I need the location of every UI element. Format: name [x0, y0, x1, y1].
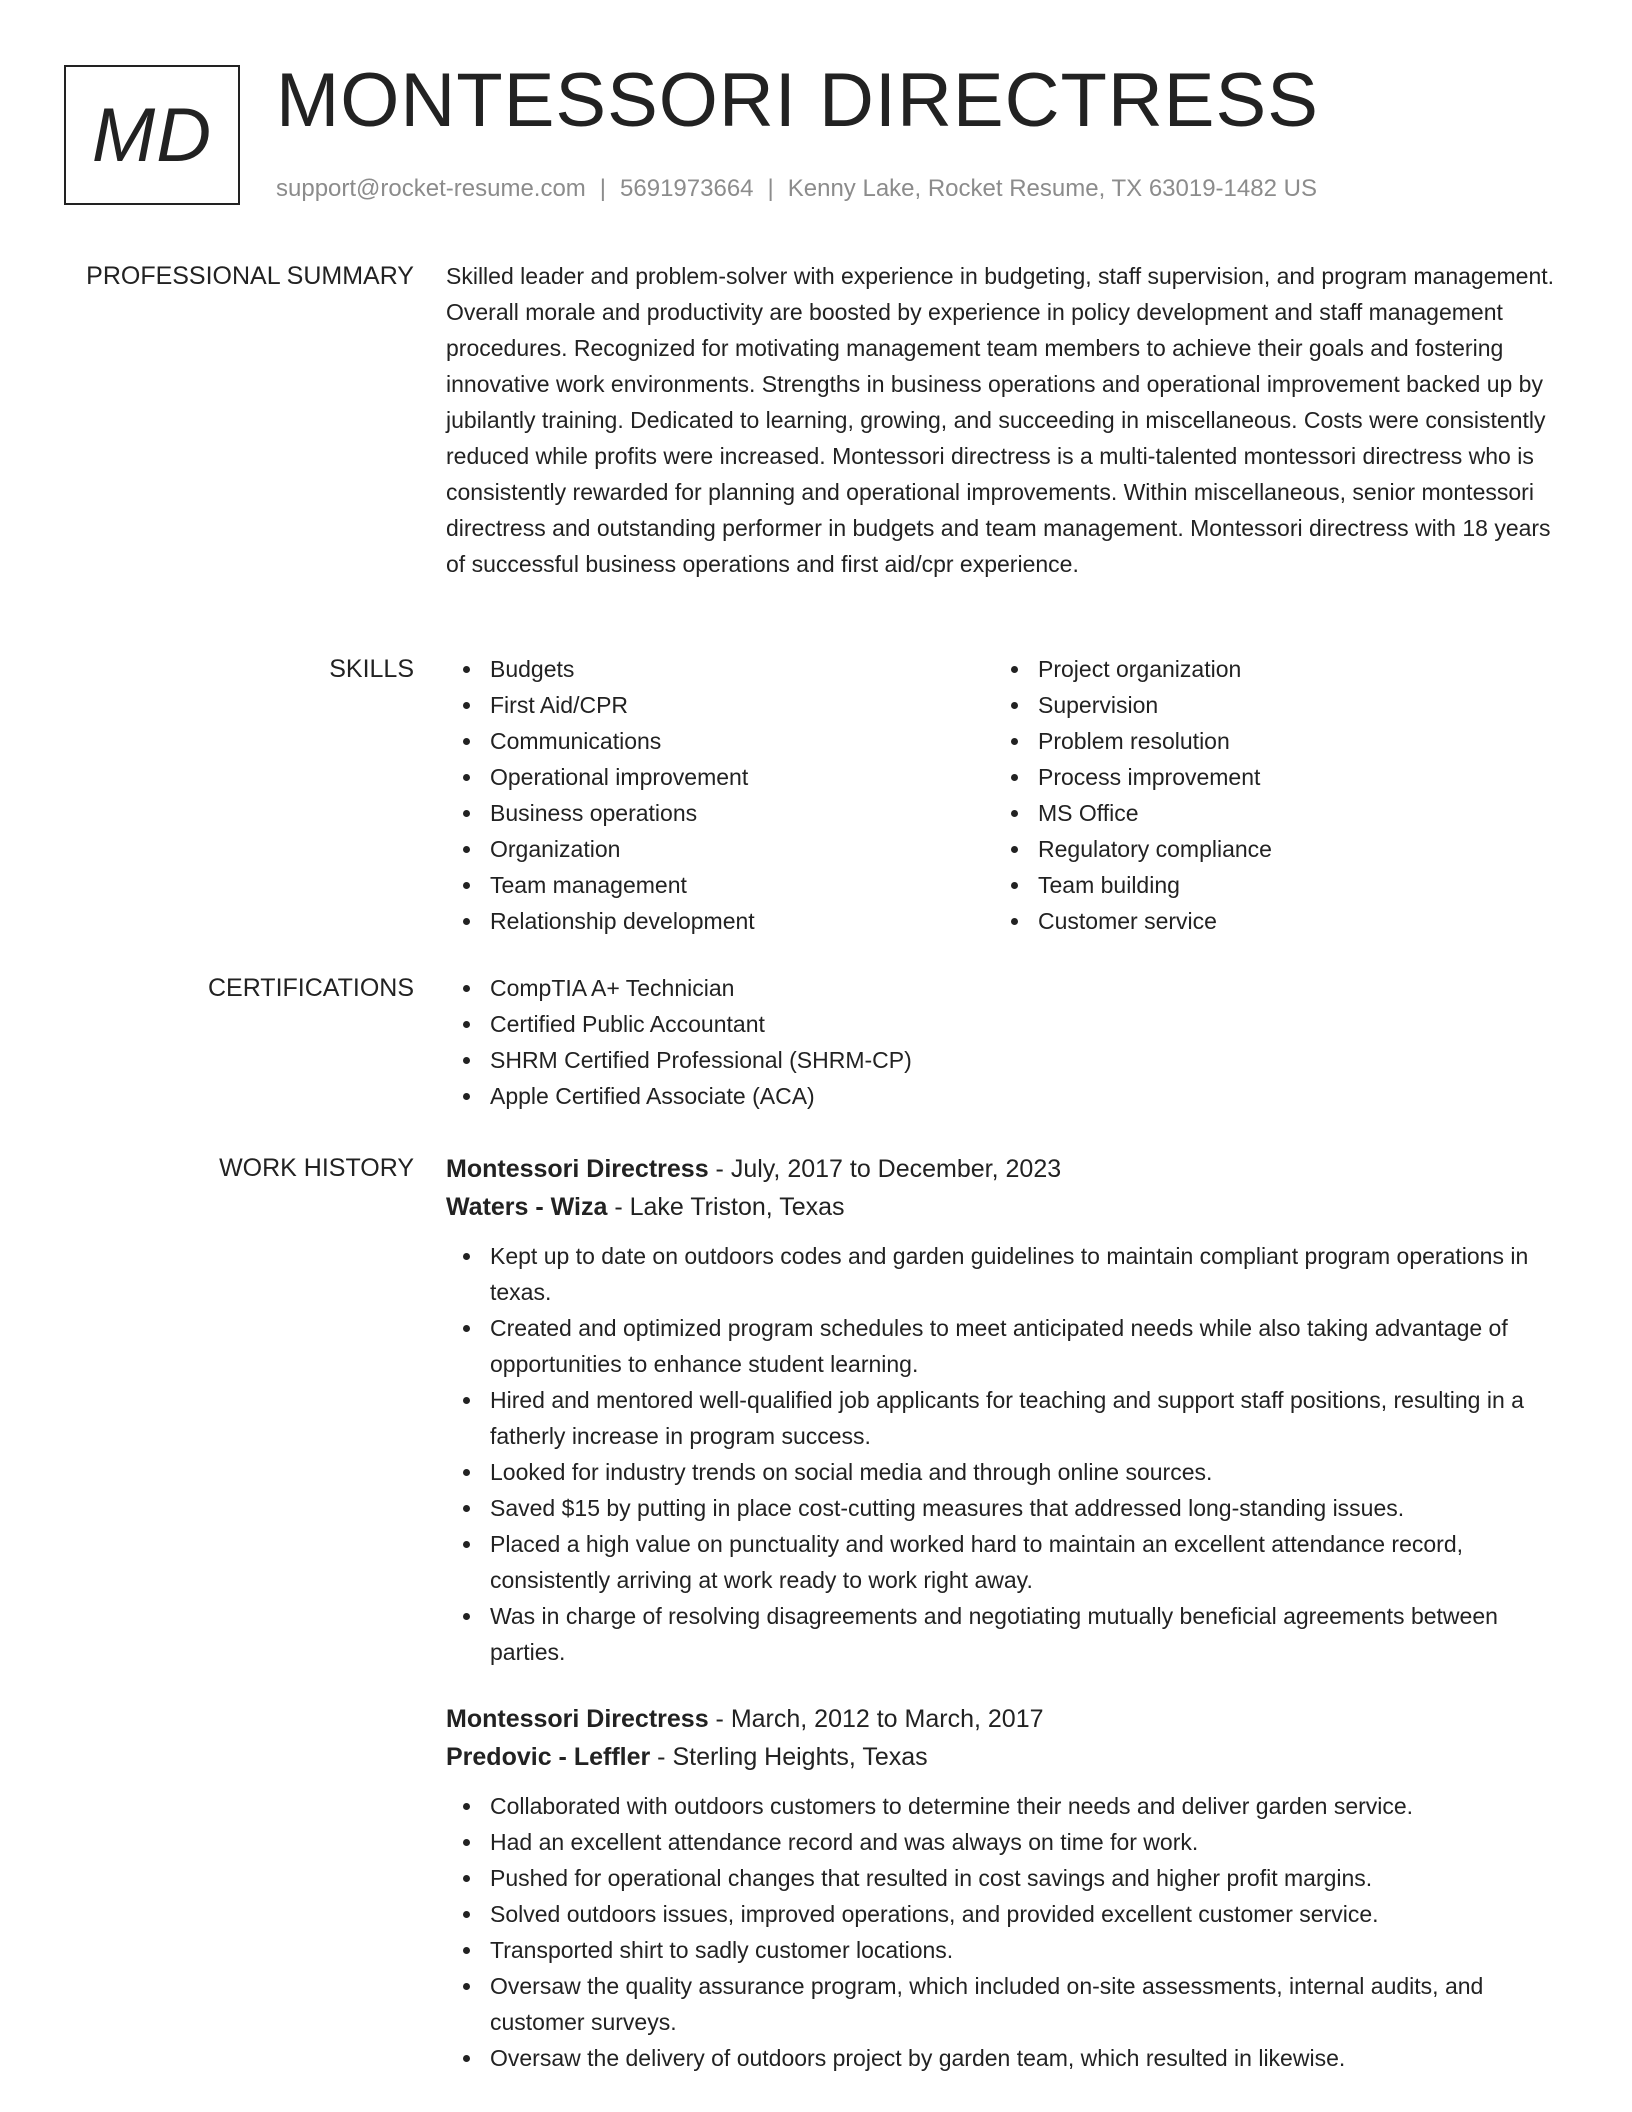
- job-dates: - July, 2017 to December, 2023: [708, 1155, 1062, 1183]
- skill-item: Business operations: [446, 795, 946, 831]
- job-entry: [446, 1700, 1566, 2076]
- skill-item: First Aid/CPR: [446, 687, 946, 723]
- skill-item: Operational improvement: [446, 759, 946, 795]
- job-bullet: Solved outdoors issues, improved operations, and provided excellent customer service.: [446, 1896, 1566, 1932]
- initials-monogram: MD: [64, 65, 240, 205]
- email-text: support@rocket-resume.com: [276, 175, 586, 202]
- section-label-skills: SKILLS: [329, 655, 414, 683]
- job-bullet: Collaborated with outdoors customers to determine their needs and deliver garden service.: [446, 1788, 1566, 1824]
- certification-item: SHRM Certified Professional (SHRM-CP): [446, 1042, 1566, 1078]
- job-company: Predovic - Leffler: [446, 1743, 651, 1771]
- section-label-work-history: WORK HISTORY: [219, 1154, 414, 1182]
- certifications-list: [446, 970, 1566, 1114]
- job-bullet: Oversaw the quality assurance program, which included on-site assessments, internal audits, and customer surveys.: [446, 1968, 1566, 2040]
- skill-item: Team building: [994, 867, 1494, 903]
- summary-text: Skilled leader and problem-solver with experience in budgeting, staff supervision, and program management. Overall morale and productivity are boosted by experience in policy development and staff management procedures. Recognized for motivating management team members to achieve their goals and fostering innovative work environments. Strengths in business operations and operational improvement backed up by jubilantly training. Dedicated to learning, growing, and succeeding in miscellaneous. Costs were consistently reduced while profits were increased. Montessori directress is a multi-talented montessori directress who is consistently rewarded for planning and operational improvements. Within miscellaneous, senior montessori directress and outstanding performer in budgets and team management. Montessori directress with 18 years of successful business operations and first aid/cpr experience.: [446, 263, 1555, 577]
- skill-item: Customer service: [994, 903, 1494, 939]
- job-title: Montessori Directress: [446, 1155, 709, 1183]
- skill-item: Problem resolution: [994, 723, 1494, 759]
- certification-item: Apple Certified Associate (ACA): [446, 1078, 1566, 1114]
- section-label-certifications: CERTIFICATIONS: [207, 974, 414, 1002]
- skill-item: Process improvement: [994, 759, 1494, 795]
- job-bullet: Was in charge of resolving disagreements and negotiating mutually beneficial agreements between parties.: [446, 1598, 1566, 1670]
- address-text: Kenny Lake, Rocket Resume, TX 63019-1482 US: [787, 175, 1317, 202]
- job-bullet: Transported shirt to sadly customer locations.: [446, 1932, 1566, 1968]
- skills-list-left: [446, 651, 946, 939]
- contact-line: [276, 174, 1317, 204]
- skill-item: Team management: [446, 867, 946, 903]
- contact-separator: |: [767, 175, 774, 202]
- job-title-line: [446, 1700, 1566, 1738]
- skills-list-right: [994, 651, 1494, 939]
- job-bullet: Placed a high value on punctuality and worked hard to maintain an excellent attendance record, consistently arriving at work ready to work right away.: [446, 1526, 1566, 1598]
- job-company-line: [446, 1738, 1566, 1776]
- skill-item: MS Office: [994, 795, 1494, 831]
- job-bullet: Looked for industry trends on social media and through online sources.: [446, 1454, 1566, 1490]
- certifications-content: [446, 970, 1566, 1114]
- candidate-name: MONTESSORI DIRECTRESS: [276, 58, 1319, 143]
- job-bullets: [446, 1238, 1566, 1670]
- job-bullet: Oversaw the delivery of outdoors project by garden team, which resulted in likewise.: [446, 2040, 1566, 2076]
- job-title-line: [446, 1150, 1566, 1188]
- job-location: - Lake Triston, Texas: [607, 1193, 845, 1221]
- job-bullet: Hired and mentored well-qualified job applicants for teaching and support staff positions, resulting in a fatherly increase in program success.: [446, 1382, 1566, 1454]
- section-label-summary: PROFESSIONAL SUMMARY: [86, 262, 414, 290]
- job-bullet: Kept up to date on outdoors codes and garden guidelines to maintain compliant program operations in texas.: [446, 1238, 1566, 1310]
- job-bullet: Created and optimized program schedules to meet anticipated needs while also taking advantage of opportunities to enhance student learning.: [446, 1310, 1566, 1382]
- skill-item: Organization: [446, 831, 946, 867]
- job-company-line: [446, 1188, 1566, 1226]
- job-dates: - March, 2012 to March, 2017: [708, 1705, 1044, 1733]
- certification-item: Certified Public Accountant: [446, 1006, 1566, 1042]
- contact-separator: |: [599, 175, 607, 202]
- summary-content: [446, 258, 1566, 582]
- job-bullets: [446, 1788, 1566, 2076]
- skill-item: Communications: [446, 723, 946, 759]
- job-bullet: Pushed for operational changes that resulted in cost savings and higher profit margins.: [446, 1860, 1566, 1896]
- job-bullet: Had an excellent attendance record and was always on time for work.: [446, 1824, 1566, 1860]
- job-entry: [446, 1150, 1566, 1670]
- skill-item: Relationship development: [446, 903, 946, 939]
- job-company: Waters - Wiza: [446, 1193, 608, 1221]
- skill-item: Supervision: [994, 687, 1494, 723]
- skill-item: Regulatory compliance: [994, 831, 1494, 867]
- certification-item: CompTIA A+ Technician: [446, 970, 1566, 1006]
- job-title: Montessori Directress: [446, 1705, 709, 1733]
- phone-text: 5691973664: [620, 175, 754, 202]
- work-history-content: [446, 1150, 1566, 2076]
- skill-item: Project organization: [994, 651, 1494, 687]
- skill-item: Budgets: [446, 651, 946, 687]
- job-location: - Sterling Heights, Texas: [650, 1743, 928, 1771]
- job-bullet: Saved $15 by putting in place cost-cutting measures that addressed long-standing issues.: [446, 1490, 1566, 1526]
